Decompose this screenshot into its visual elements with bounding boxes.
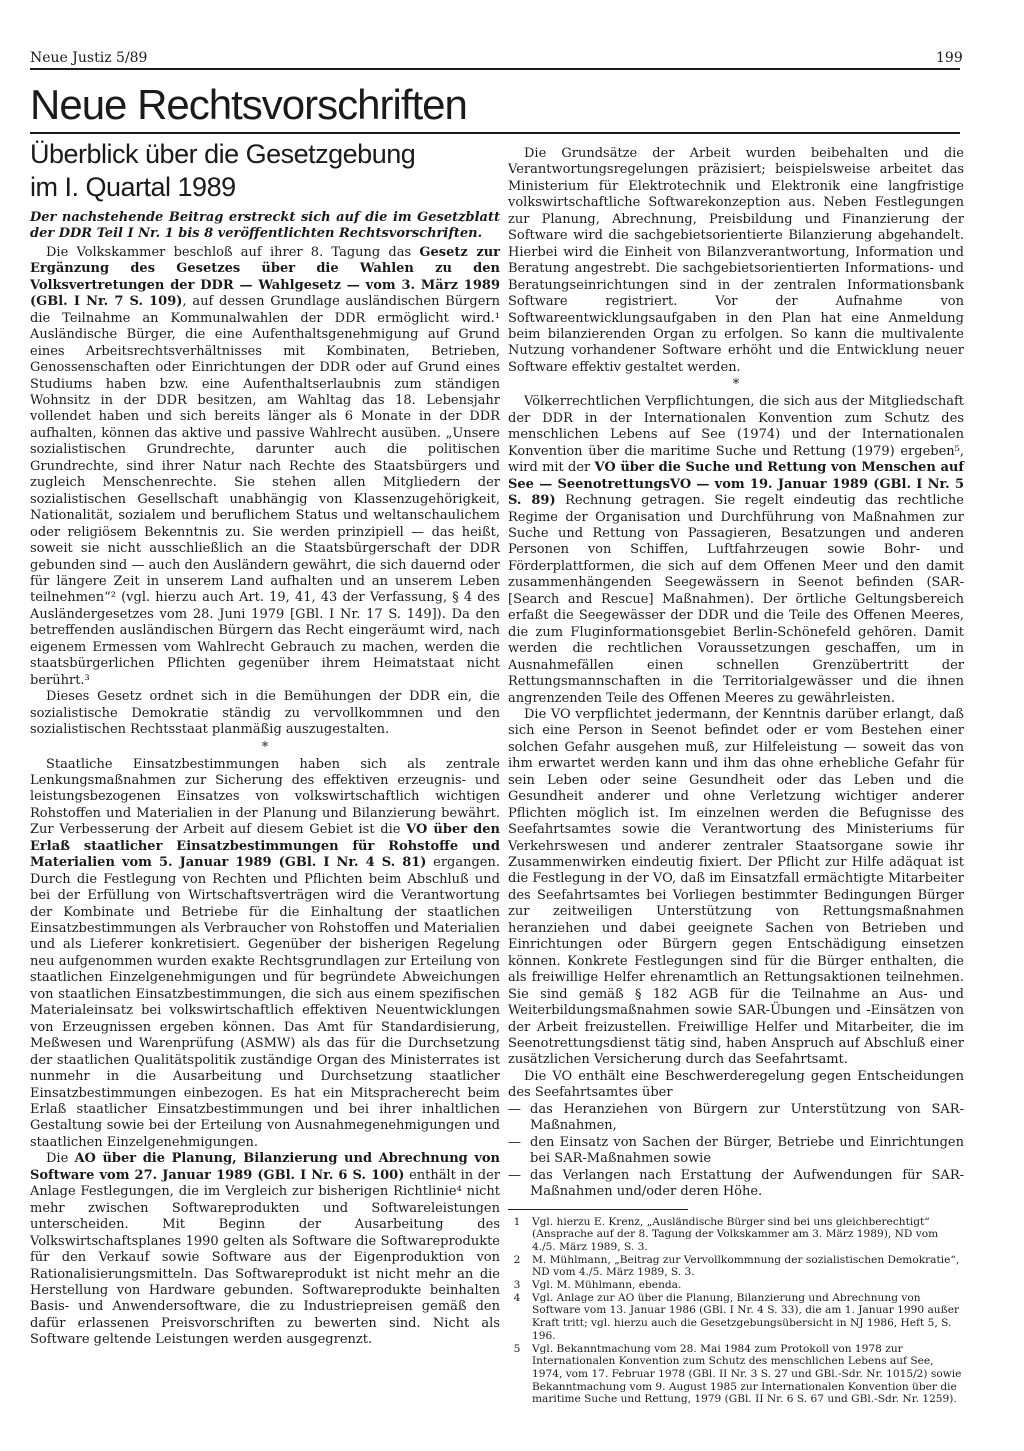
paragraph-hilfeleistung: Die VO verpflichtet jedermann, der Kenntnis darüber erlangt, daß sich eine Person in Seenot befindet oder er vom Bestehen einer solchen Gefahr ausgehen muß, zur Hilfeleistung — soweit das von ihm erwartet werden kann und ihm das ohne erhebliche Gefahr für sein Leben oder seine Gesundheit oder das Leben und die Gesundheit anderer und ohne Verletzung wichtiger anderer Pflichten möglich ist. Im einzelnen werden die Befugnisse des Seefahrtsamtes sowie die Verantwortung des Ministeriums für Verkehrswesen und anderer zentraler Staatsorgane sowie ihr Zusammenwirken eindeutig fixiert. Der Pflicht zur Hilfe adäquat ist die Festlegung in der VO, daß im Einsatzfall ermächtigte Mitarbeiter des Seefahrtsamtes bei Vorliegen bestimmter Bedingungen Bürger zur zeitweiligen Unterstützung von Rettungsmaßnahmen heranziehen und dabei geeignete Sachen von Betrieben und Einrichtungen oder Bürgern gegen Entschädigung einsetzen können. Konkrete Festlegungen sind für die Bürger enthalten, die als freiwillige Helfer ehrenamtlich an Rettungsaktionen teilnehmen. Sie sind gemäß § 182 AGB für die Teilnahme an Aus- und Weiterbildungsmaßnahmen sowie SAR-Übungen und -Einsätzen von der Arbeit freizustellen. Freiwillige Helfer und Mitarbeiter, die im Seenotrettungsdienst tätig sind, haben Anspruch auf Abschluß einer zusätzlichen Versicherung durch das Seefahrtsamt. [508,706,964,1068]
section-title: Neue Rechtsvorschriften [30,81,467,128]
paragraph-demokratie: Dieses Gesetz ordnet sich in die Bemühungen der DDR ein, die sozialistische Demokratie ständig zu vervollkommnen und den sozialistischen Rechtsstaat planmäßig auszugestalten. [30,689,500,738]
paragraph-seenotrettung: Völkerrechtlichen Verpflichtungen, die sich aus der Mitgliedschaft der DDR in der Internationalen Konvention zum Schutz des menschlichen Lebens auf See (1974) und der Internationalen Konvention über die maritime Suche und Rettung (1979) ergeben⁵, wird mit der VO über die Suche und Rettung von Menschen auf See — SeenotrettungsVO — vom 19. Januar 1989 (GBl. I Nr. 5 S. 89) Rechnung getragen. Sie regelt eindeutig das rechtliche Regime der Organisation und Durchführung von Maßnahmen zur Suche und Rettung von Passagieren, Besatzungen und anderen Personen von Schiffen, Luftfahrzeugen sowie Bohr- und Förderplattformen, die sich auf dem Offenen Meer und den damit zusammenhängenden Seegewässern in Seenot befinden (SAR- [Search and Rescue] Maßnahmen). Der örtliche Geltungsbereich erfaßt die Seegewässer der DDR und die Teile des Offenen Meeres, die zum Fluginformationsgebiet Berlin-Schönefeld gehören. Damit werden die rechtlichen Voraussetzungen geschaffen, um in Ausnahmefällen einen schnellen Grenzübertritt der Rettungsmannschaften in die Territorialgewässer und die ihnen angrenzenden Teile des Offenen Meeres zu gewährleisten. [508,394,964,706]
paragraph-beschwerde: Die VO enthält eine Beschwerderegelung gegen Entscheidungen des Seefahrtsamtes über [508,1068,964,1101]
footnote: 3 Vgl. M. Mühlmann, ebenda. [513,1279,682,1292]
footnotes [508,1216,964,1407]
footnote: 5 Vgl. Bekanntmachung vom 28. Mai 1984 zum Protokoll von 1978 zur Internationalen Konvention zum Schutz des menschlichen Lebens auf See, 1974, vom 17. Februar 1978 (GBl. II Nr. 3 S. 27 und GBl.-Sdr. Nr. 1015/2) sowie Bekanntmachung vom 9. August 1985 zur Internationalen Konvention über die maritime Suche und Rettung, 1979 (GBl. II Nr. 6 S. 67 und GBl.-Sdr. Nr. 1259). [513,1342,962,1406]
page-number: 199 [936,50,963,66]
paragraph-einsatzbestimmungen: Staatliche Einsatzbestimmungen haben sich als zentrale Lenkungsmaßnahmen zur Sicherung des effektiven erzeugnis- und leistungsbezogenen Einsatzes von volkswirtschaftlich wichtigen Rohstoffen und Materialien in der Planung und Bilanzierung bewährt. Zur Verbesserung der Arbeit auf diesem Gebiet ist die VO über den Erlaß staatlicher Einsatzbestimmungen für Rohstoffe und Materialien vom 5. Januar 1989 (GBl. I Nr. 4 S. 81) ergangen. Durch die Festlegung von Rechten und Pflichten beim Abschluß und bei der Erfüllung von Wirtschaftsverträgen wird die Verantwortung der Kombinate und Betriebe für die Einhaltung der staatlichen Einsatzbestimmungen als Verbraucher von Rohstoffen und Materialien und als Lieferer konkretisiert. Gegenüber der bisherigen Regelung neu aufgenommen wurden exakte Rechtsgrundlagen zur Erteilung von staatlichen Einzelgenehmigungen und für begründete Abweichungen von staatlichen Einsatzbestimmungen, die sich aus einem spezifischen Materialeinsatz bei volkswirtschaftlich effektiven Neuentwicklungen von Erzeugnissen ergeben können. Das Amt für Standardisierung, Meßwesen und Warenprüfung (ASMW) als das für die Durchsetzung der staatlichen Qualitätspolitik zuständige Organ des Ministerrates ist nunmehr in die Ausarbeitung und Durchsetzung staatlicher Einsatzbestimmungen einbezogen. Es hat ein Mitspracherecht beim Erlaß staatlicher Einsatzbestimmungen und bei ihrer inhaltlichen Gestaltung sowie bei der Erteilung von Ausnahmegenehmigungen und staatlichen Einzelgenehmigungen. [30,756,500,1150]
left-column [30,138,500,1349]
bullet-list [508,1102,964,1201]
article-title [30,138,500,204]
header-rule [30,68,960,70]
paragraph-software: Die AO über die Planung, Bilanzierung und Abrechnung von Software vom 27. Januar 1989 (GBl. I Nr. 6 S. 100) enthält in der Anlage Festlegungen, die im Vergleich zur bisherigen Richtlinie⁴ nicht mehr zwischen Softwareprodukten und Softwareleistungen unterscheiden. Mit Beginn der Ausarbeitung des Volkswirtschaftsplanes 1990 gelten als Software die Softwareprodukte für den Verkauf sowie Software aus der Eigenproduktion von Rationalisierungsmitteln. Das Softwareprodukt ist nicht mehr an die Herstellung von Hardware gebunden. Softwareprodukte beinhalten Basis- und Anwendersoftware, die zu Industriepreisen gemäß den dafür erlassenen Preisvorschriften zu bewerten sind. Nicht als Software geltende Leistungen werden ausgegrenzt. [30,1151,501,1348]
footnote: 1 Vgl. hierzu E. Krenz, „Ausländische Bürger sind bei uns gleichberechtigt“ (Ansprache auf der 8. Tagung der Volkskammer am 3. März 1989), ND vom 4./5. März 1989, S. 3. [513,1215,939,1253]
lead-paragraph: Der nachstehende Beitrag erstreckt sich auf die im Gesetzblatt der DDR Teil I Nr. 1 bis 8 veröffentlichten Rechtsvorschriften. [30,210,500,242]
list-item: — das Heranziehen von Bürgern zur Unterstützung von SAR-Maßnahmen, [508,1101,964,1134]
footnote: 4 Vgl. Anlage zur AO über die Planung, Bilanzierung und Abrechnung von Software vom 13. Januar 1986 (GBl. I Nr. 4 S. 33), die am 1. Januar 1990 außer Kraft tritt; vgl. hierzu auch die Gesetzgebungsübersicht in NJ 1986, Heft 5, S. 196. [513,1291,960,1342]
paragraph-software-grundsaetze: Die Grundsätze der Arbeit wurden beibehalten und die Verantwortungsregelungen präzisiert; beispielsweise arbeitet das Ministerium für Elektrotechnik und Elektronik eine langfristige volkswirtschaftliche Softwarekonzeption aus. Neben Festlegungen zur Planung, Abrechnung, Preisbildung und Finanzierung der Software wird die sachgebietsorientierte Bilanzierung abgehandelt. Hierbei wird die Einheit von Bilanzverantwortung, Information und Beratung angestrebt. Die sachgebietsorientierten Informations- und Beratungseinrichtungen sind in der zentralen Informationsbank Software registriert. Vor der Aufnahme von Softwareentwicklungsaufgaben in den Plan hat eine Anmeldung beim bilanzierenden Organ zu erfolgen. So kann die multivalente Nutzung vorhandener Software erhöht und die Entwicklung neuer Software effektiv gestaltet werden. [508,146,964,375]
paragraph-wahlgesetz: Die Volkskammer beschloß auf ihrer 8. Tagung das Gesetz zur Ergänzung des Gesetzes über die Wahlen zu den Volksvertretungen der DDR — Wahlgesetz — vom 3. März 1989 (GBl. I Nr. 7 S. 109), auf dessen Grundlage ausländischen Bürgern die Teilnahme an Kommunalwahlen der DDR ermöglicht wird.¹ Ausländische Bürger, die eine Aufenthaltsgenehmigung auf Grund eines Arbeitsrechtsverhältnisses mit Kombinaten, Betrieben, Genossenschaften oder Einrichtungen der DDR oder auf Grund eines Studiums haben bzw. eine Aufenthaltserlaubnis zum ständigen Wohnsitz in der DDR besitzen, am Wahltag das 18. Lebensjahr vollendet haben und sich bereits länger als 6 Monate in der DDR aufhalten, können das aktive und passive Wahlrecht ausüben. „Unsere sozialistischen Grundrechte, darunter auch die politischen Grundrechte, sind ihrer Natur nach Rechte des Staatsbürgers und zugleich Menschenrechte. Sie stehen allen Mitgliedern der sozialistischen Gesellschaft unabhängig von Klassenzugehörigkeit, Nationalität, sozialem und beruflichem Status und weltanschaulichem oder religiösem Bekenntnis zu. Sie werden prinzipiell — das heißt, soweit sie nicht ausschließlich an die Staatsbürgerschaft der DDR gebunden sind — auch den Ausländern gewährt, die sich dauernd oder für längere Zeit in unserem Land aufhalten und an unserem Leben teilnehmen“² (vgl. hierzu auch Art. 19, 41, 43 der Verfassung, § 4 des Ausländergesetzes vom 28. Juni 1979 [GBl. I Nr. 17 S. 149]). Da den betreffenden ausländischen Bürgern das Recht eingeräumt wird, nach eigenem Ermessen vom Wahlrecht Gebrauch zu machen, werden die staatsbürgerlichen Pflichten gegenüber ihrem Heimatstaat nicht berührt.³ [30,244,501,688]
section-separator: * [732,377,740,393]
section-separator: * [261,739,269,755]
list-item: — den Einsatz von Sachen der Bürger, Betriebe und Einrichtungen bei SAR-Maßnahmen sowie [508,1134,964,1167]
footnote: 2 M. Mühlmann, „Beitrag zur Vervollkommnung der sozialistischen Demokratie“, ND vom 4./5. März 1989, S. 3. [513,1253,960,1279]
footnote-rule [508,1209,688,1210]
section-rule [30,132,960,134]
article-title-line-2: im I. Quartal 1989 [30,172,236,202]
list-item: — das Verlangen nach Erstattung der Aufwendungen für SAR-Maßnahmen und/oder deren Höhe. [508,1167,964,1200]
right-column [508,146,964,1406]
running-header: Neue Justiz 5/89 [30,50,148,66]
article-title-line-1: Überblick über die Gesetzgebung [30,139,416,169]
